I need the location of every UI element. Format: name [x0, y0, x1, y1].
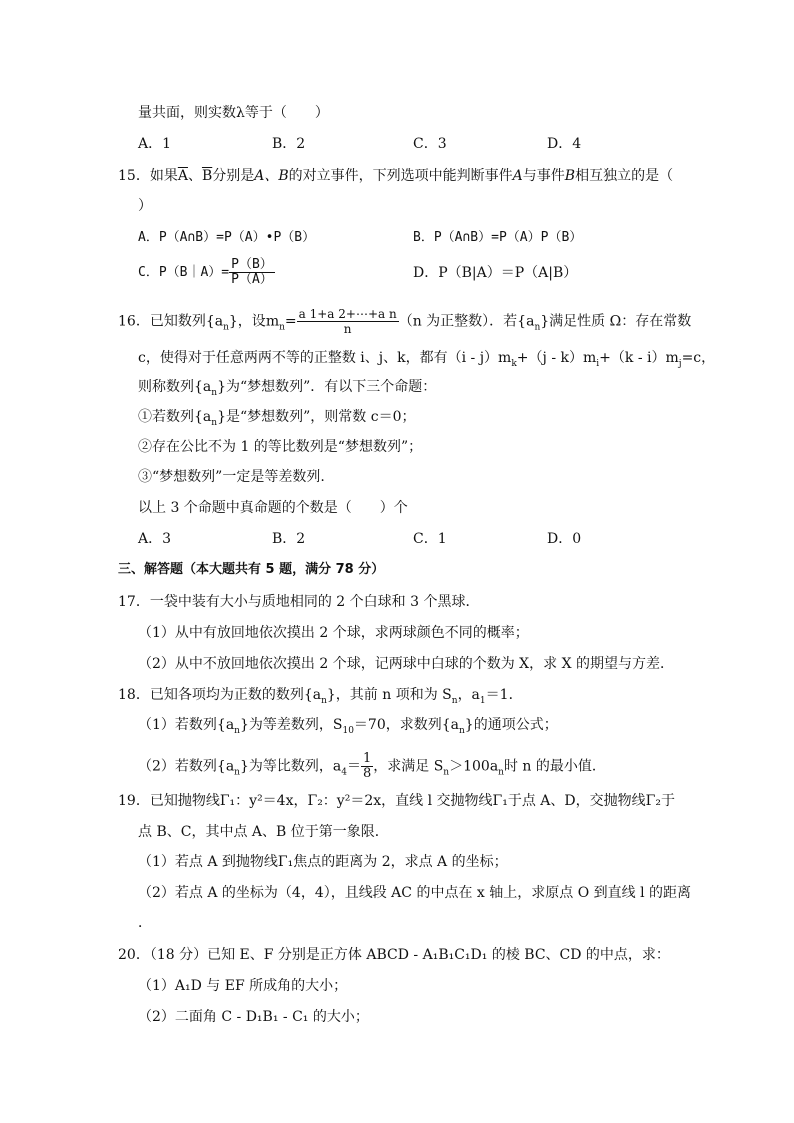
section-3-heading: 三、解答题（本大题共有 5 题，满分 78 分）	[118, 562, 385, 577]
q19-line1: 19．已知抛物线Γ₁：y²＝4x，Γ₂：y²＝2x，直线 l 交抛物线Γ₁于点 A、D，交抛物线Γ₂于	[118, 793, 675, 809]
q15-number: 15．	[118, 168, 150, 184]
q15-option-d: D．P（B|A）＝P（A|B）	[413, 265, 578, 281]
q19-line2: 点 B、C，其中点 A、B 位于第一象限．	[138, 824, 389, 840]
q14-option-d: D．4	[547, 136, 582, 152]
q14-option-b: B．2	[272, 136, 306, 152]
q17-stem: 17．一袋中装有大小与质地相同的 2 个白球和 3 个黑球．	[118, 594, 480, 610]
q17-part-2: （2）从中不放回地依次摸出 2 个球，记两球中白球的个数为 X，求 X 的期望与方差．	[138, 656, 674, 672]
q18-number: 18．	[118, 687, 150, 703]
q18-fraction-one-eighth: $\frac{1}{8}$	[362, 751, 372, 781]
q16-line3: 则称数列$\{a_n\}$为“梦想数列”．有以下三个命题：	[138, 379, 437, 398]
q18-stem: 18．已知各项均为正数的数列$\{a_n\}$，其前 n 项和为 $S_n$，$a_1=1$．	[118, 687, 523, 706]
q16-line2: c，使得对于任意两两不等的正整数 i、j、k，都有$(i - j)m_k+(j - k)m_i+(k - i)m_j=c$，	[138, 350, 716, 369]
q16-option-d: D．0	[547, 531, 582, 547]
q20-part-1: （1）A₁D 与 EF 所成角的大小；	[138, 978, 348, 994]
q14-option-a: A．1	[138, 136, 172, 152]
q18-part-1: （1）若数列$\{a_n\}$为等差数列，$S_{10}=70$，求数列$\{a_n\}$的通项公式；	[138, 717, 558, 736]
q15-option-c: C．P（B｜A）= $\frac{P(B)}{P(A)}$	[138, 257, 273, 287]
q16-proposition-2: ②存在公比不为 1 的等比数列是“梦想数列”；	[138, 439, 423, 455]
q20-stem: 20．（18 分）已知 E、F 分别是正方体 ABCD - A₁B₁C₁D₁ 的棱 BC、CD 的中点，求：	[118, 947, 670, 963]
q20-part-2: （2）二面角 C - D₁B₁ - C₁ 的大小；	[138, 1009, 369, 1025]
q20-number: 20．	[118, 947, 150, 963]
q15-option-c-fraction: $\frac{P(B)}{P(A)}$	[231, 257, 273, 287]
q16-line1: 16．已知数列$\{a_n\}$，设$m_n=$ $\frac{\text{a 1+a 2+⋯+a n}}{n}$ （n 为正整数）．若$\{a_n\}$满足性质 Ω：存在常数	[118, 307, 692, 336]
q15-option-a: A．P（A∩B）=P（A）•P（B）	[138, 230, 316, 245]
q14-tail-stem: 量共面，则实数λ等于（ ）	[138, 105, 329, 121]
q16-number: 16．	[118, 313, 150, 330]
q16-ask: 以上 3 个命题中真命题的个数是（ ）个	[138, 500, 408, 516]
q19-number: 19．	[118, 793, 150, 809]
q19-part-2-tail: ．	[138, 915, 152, 931]
q16-proposition-1: ①若数列$\{a_n\}$是“梦想数列”，则常数 c＝0；	[138, 409, 416, 428]
q14-option-c: C．3	[413, 136, 447, 152]
q19-part-2: （2）若点 A 的坐标为（4，4），且线段 AC 的中点在 x 轴上，求原点 O 到直线 l 的距离	[138, 885, 692, 901]
q16-proposition-3: ③“梦想数列”一定是等差数列.	[138, 469, 325, 485]
q15-stem: 15．如果$\overline{A}$、$\overline{B}$分别是A、B的对立事件，下列选项中能判断事件A与事件B相互独立的是（	[118, 168, 674, 184]
q16-mean-fraction: $\frac{\text{a 1+a 2+⋯+a n}}{n}$	[298, 307, 397, 336]
q15-stem-close: ）	[138, 198, 152, 214]
q17-number: 17．	[118, 594, 150, 610]
q16-option-b: B．2	[272, 531, 306, 547]
q16-option-a: A．3	[138, 531, 172, 547]
q15-option-b: B．P（A∩B）=P（A）P（B）	[413, 230, 583, 245]
q17-part-1: （1）从中有放回地依次摸出 2 个球，求两球颜色不同的概率；	[138, 625, 529, 641]
q19-part-1: （1）若点 A 到抛物线Γ₁焦点的距离为 2，求点 A 的坐标；	[138, 854, 508, 870]
q18-part-2: （2）若数列$\{a_n\}$为等比数列，$a_4=$ $\frac{1}{8}$ ，求满足 $S_n>100a_n$时 n 的最小值．	[138, 751, 606, 781]
q16-option-c: C．1	[413, 531, 447, 547]
